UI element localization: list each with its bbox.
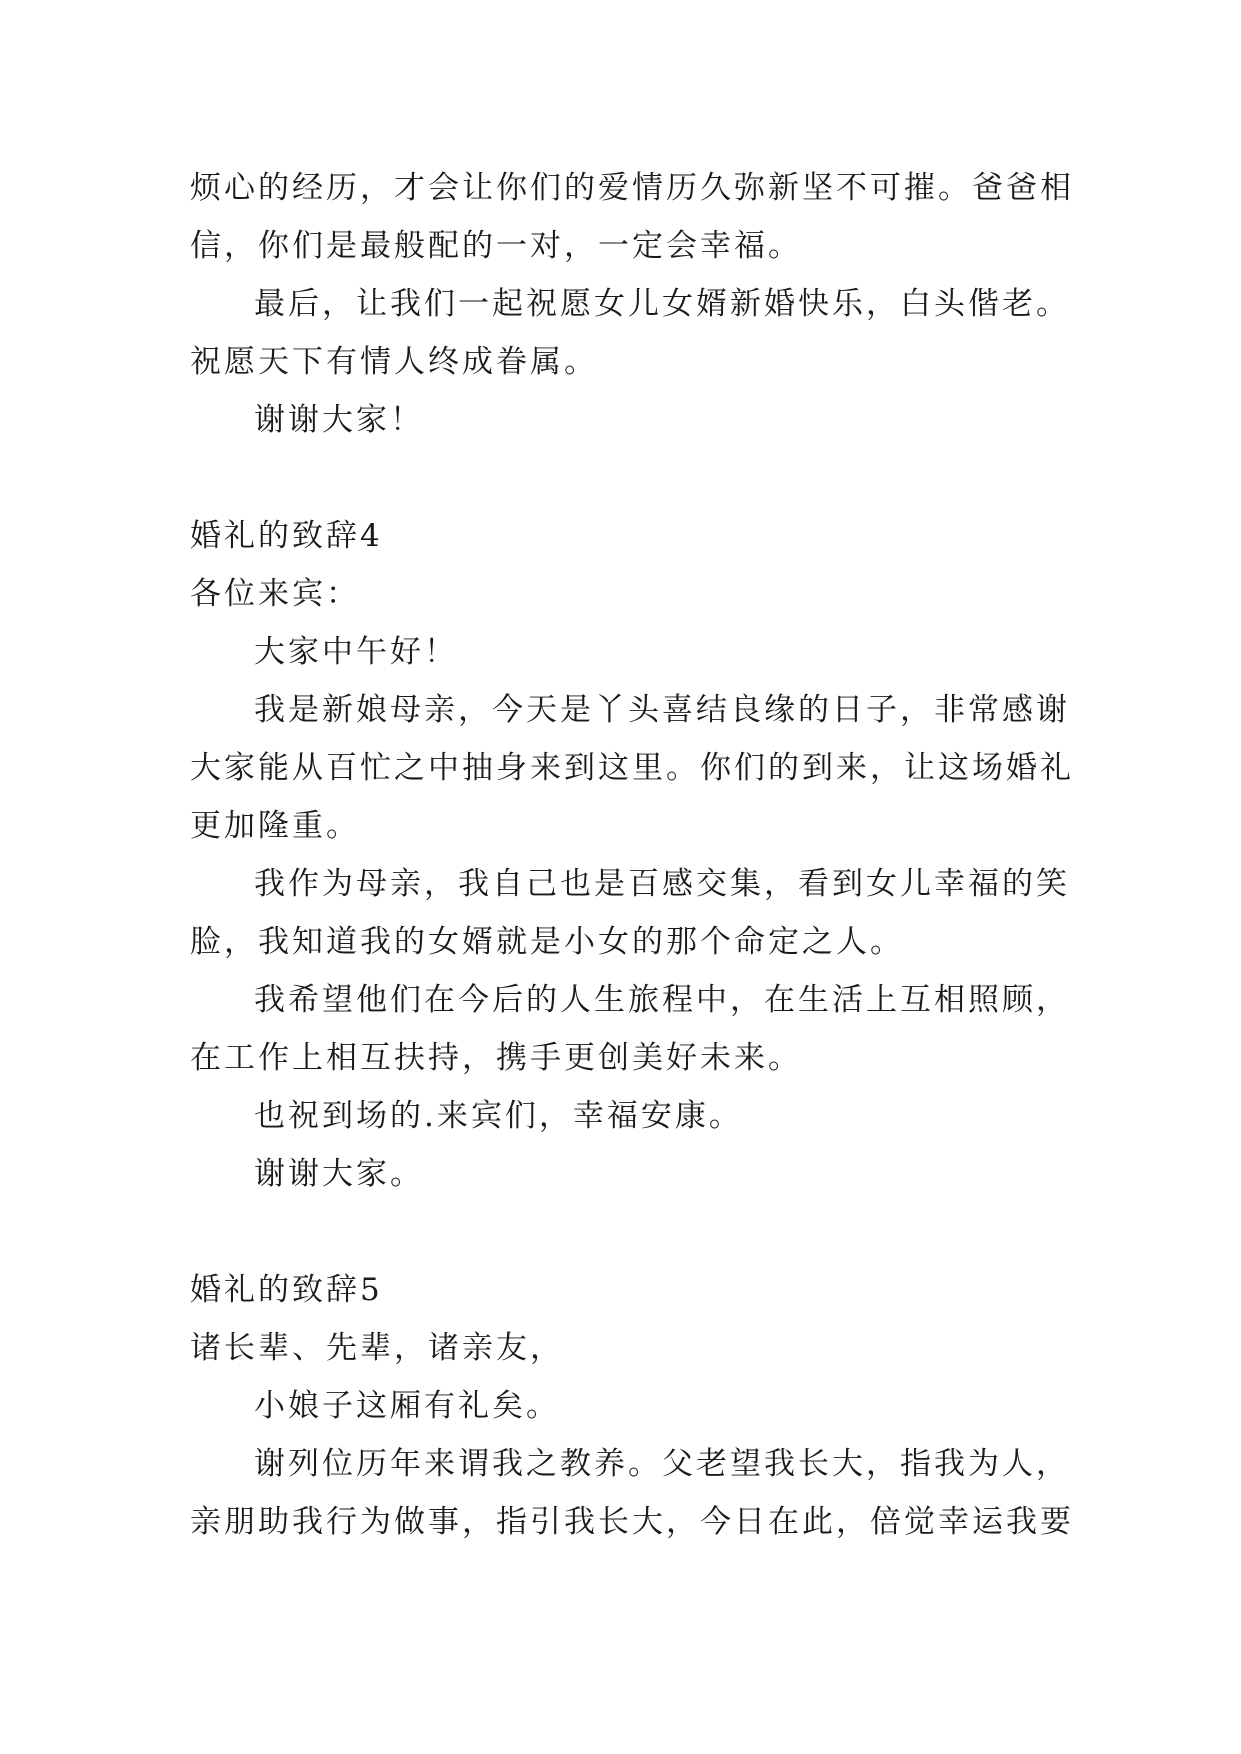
paragraph-line: 烦心的经历，才会让你们的爱情历久弥新坚不可摧。爸爸相	[190, 170, 1074, 206]
paragraph-line: 谢谢大家！	[254, 402, 424, 438]
paragraph-line: 我是新娘母亲，今天是丫头喜结良缘的日子，非常感谢	[254, 692, 1070, 728]
paragraph-line: 大家中午好！	[254, 634, 458, 670]
paragraph-line: 祝愿天下有情人终成眷属。	[190, 344, 598, 380]
paragraph-line: 大家能从百忙之中抽身来到这里。你们的到来，让这场婚礼	[190, 750, 1074, 786]
salutation: 诸长辈、先辈，诸亲友，	[190, 1330, 564, 1366]
paragraph-line: 谢列位历年来谓我之教养。父老望我长大，指我为人，	[254, 1446, 1070, 1482]
paragraph-line: 谢谢大家。	[254, 1156, 424, 1192]
paragraph-line: 我希望他们在今后的人生旅程中，在生活上互相照顾，	[254, 982, 1070, 1018]
paragraph-line: 我作为母亲，我自己也是百感交集，看到女儿幸福的笑	[254, 866, 1070, 902]
paragraph-line: 信，你们是最般配的一对，一定会幸福。	[190, 228, 802, 264]
paragraph-line: 脸，我知道我的女婿就是小女的那个命定之人。	[190, 924, 904, 960]
section-heading: 婚礼的致辞5	[190, 1272, 383, 1308]
paragraph-line: 也祝到场的.来宾们，幸福安康。	[254, 1098, 743, 1134]
section-heading: 婚礼的致辞4	[190, 518, 383, 554]
salutation: 各位来宾：	[190, 576, 360, 612]
paragraph-line: 在工作上相互扶持，携手更创美好未来。	[190, 1040, 802, 1076]
paragraph-line: 亲朋助我行为做事，指引我长大，今日在此，倍觉幸运我要	[190, 1504, 1074, 1540]
paragraph-line: 更加隆重。	[190, 808, 360, 844]
paragraph-line: 小娘子这厢有礼矣。	[254, 1388, 560, 1424]
paragraph-line: 最后，让我们一起祝愿女儿女婿新婚快乐，白头偕老。	[254, 286, 1070, 322]
